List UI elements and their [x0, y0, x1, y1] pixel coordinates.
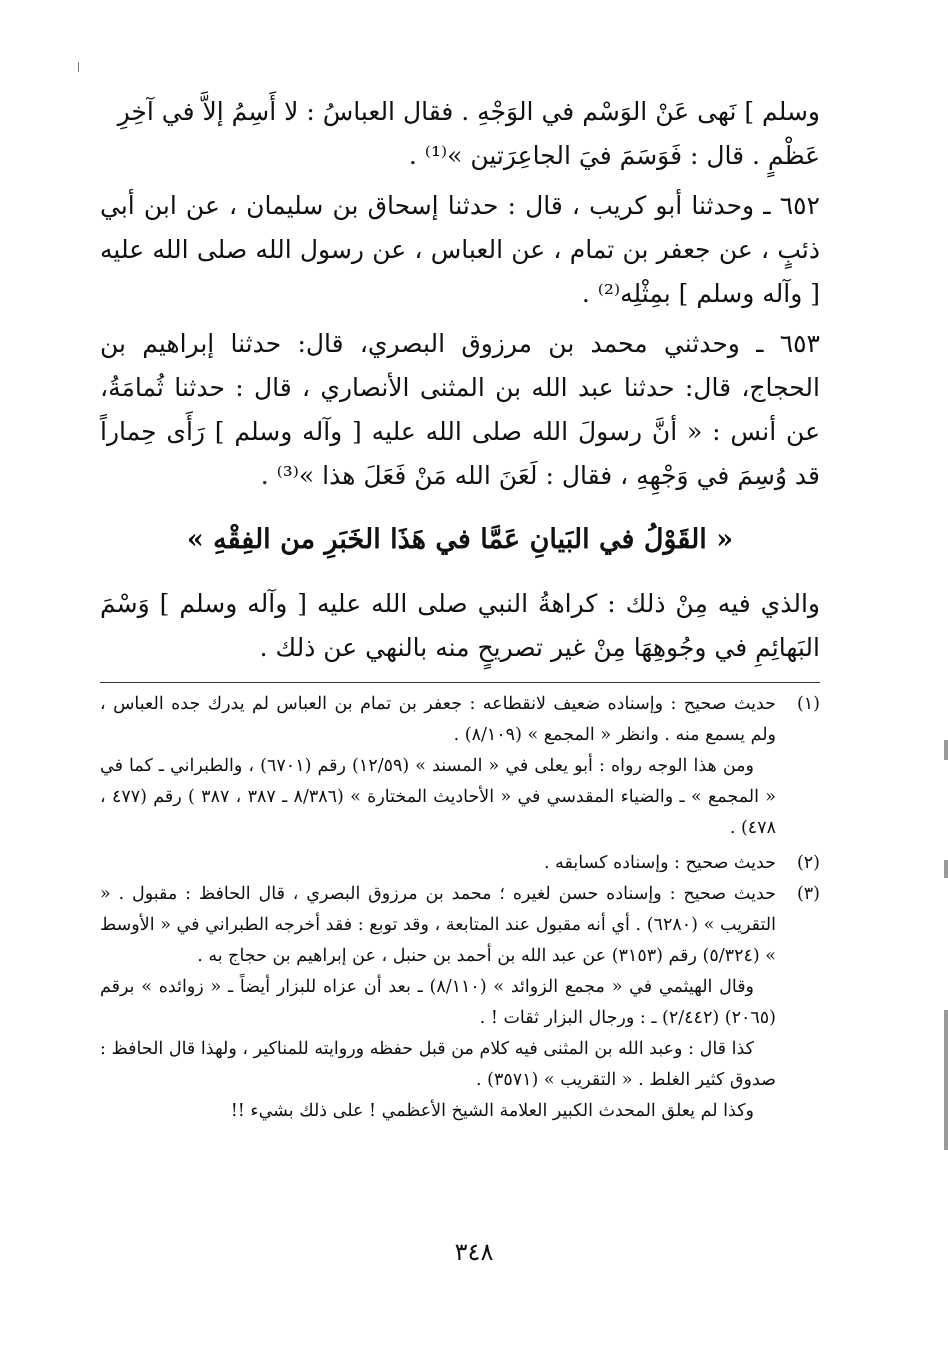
section-heading: « القَوْلُ في البَيانِ عَمَّا في هَذَا الخَبَرِ من الفِقْهِ »	[186, 524, 734, 555]
footnote-3	[100, 879, 820, 1127]
footnotes	[100, 689, 820, 1127]
footnote-paragraph: وقال الهيثمي في « مجمع الزوائد » (٨/١١٠) ـ بعد أن عزاه للبزار أيضاً ـ « زوائده » برقم (٢٠٦٥) (٢/٤٤٢) ـ : ورجال البزار ثقات ! .	[100, 977, 776, 1028]
footnote-divider	[100, 682, 820, 683]
text-line-1: وسلم ] نَهى عَنْ الوَسْم في الوَجْهِ . فقال العباسُ : لا أَسِمُ إلاَّ في آخِرِ	[117, 97, 820, 126]
scan-edge-mark	[944, 860, 948, 878]
footnote-2	[100, 848, 820, 879]
footnote-paragraph: وكذا لم يعلق المحدث الكبير العلامة الشيخ الأعظمي ! على ذلك بشيء !!	[230, 1101, 754, 1121]
closing-paragraph: والذي فيه مِنْ ذلك : كراهةُ النبي صلى الله عليه [ وآله وسلم ] وَسْمَ البَهائِمِ في وجُوهِهَا مِنْ غير تصريحٍ منه بالنهي عن ذلك .	[100, 589, 820, 662]
footnote-paragraph: حديث صحيح : وإسناده ضعيف لانقطاعه : جعفر بن تمام بن العباس لم يدرك جده العباس ، ولم يسمع منه . وانظر « المجمع » (٨/١٠٩) .	[100, 694, 776, 745]
footnote-paragraph: حديث صحيح : وإسناده كسابقه .	[544, 853, 776, 873]
footnote-body	[100, 848, 776, 879]
footnote-paragraph: حديث صحيح : وإسناده حسن لغيره ؛ محمد بن مرزوق البصري ، قال الحافظ : مقبول . « التقريب » (٦٢٨٠) . أي أنه مقبول عند المتابعة ، وقد توبع : فقد أخرجه الطبراني في « الأوسط » (٥/٣٢٤) رقم (٣١٥٣) عن عبد الله بن أحمد بن حنبل ، عن إبراهيم بن حجاج به .	[100, 884, 776, 966]
footnote-paragraph: كذا قال : وعبد الله بن المثنى فيه كلام من قبل حفظه وروايته للمناكير ، ولهذا قال الحافظ : صدوق كثير الغلط . « التقريب » (٣٥٧١) .	[100, 1039, 776, 1090]
scan-edge-mark	[944, 1010, 948, 1150]
hadith-653: ٦٥٣ ـ وحدثني محمد بن مرزوق البصري، قال: حدثنا إبراهيم بن الحجاج، قال: حدثنا عبد الله بن المثنى الأنصاري ، قال : حدثنا ثُمامَةُ، عن أنس : « أنَّ رسولَ الله صلى الله عليه [ وآله وسلم ] رَأَى حِماراً قد وُسِمَ في وَجْهِهِ ، فقال : لَعَنَ الله مَنْ فَعَلَ هذا »⁽³⁾ .	[100, 329, 820, 490]
page-body	[100, 90, 820, 1127]
page-number: ٣٤٨	[454, 1238, 494, 1266]
footnote-paragraph: ومن هذا الوجه رواه : أبو يعلى في « المسند » (١٢/٥٩) رقم (٦٧٠١) ، والطبراني ـ كما في « المجمع » ـ والضياء المقدسي في « الأحاديث المختارة » (٨/٣٨٦ ـ ٣٨٧ ، ٣٨٧ ) رقم (٤٧٧ ، ٤٧٨) .	[100, 756, 777, 838]
scan-edge-mark	[944, 740, 948, 760]
footnote-body	[100, 879, 776, 1127]
scan-mark	[78, 62, 79, 72]
footnote-number: (١)	[796, 694, 820, 714]
footnote-number: (٣)	[796, 884, 820, 904]
footnote-number: (٢)	[796, 853, 820, 873]
text-line-2: عَظْمٍ . قال : فَوَسَمَ فيَ الجاعِرَتين »⁽¹⁾ .	[408, 141, 820, 170]
footnote-body	[100, 689, 776, 844]
main-text	[100, 90, 820, 670]
hadith-652: ٦٥٢ ـ وحدثنا أبو كريب ، قال : حدثنا إسحاق بن سليمان ، عن ابن أبي ذئبٍ ، عن جعفر بن تمام ، عن العباس ، عن رسول الله صلى الله عليه [ وآله وسلم ] بمِثْلِه⁽²⁾ .	[100, 191, 820, 308]
footnote-1	[100, 689, 820, 844]
